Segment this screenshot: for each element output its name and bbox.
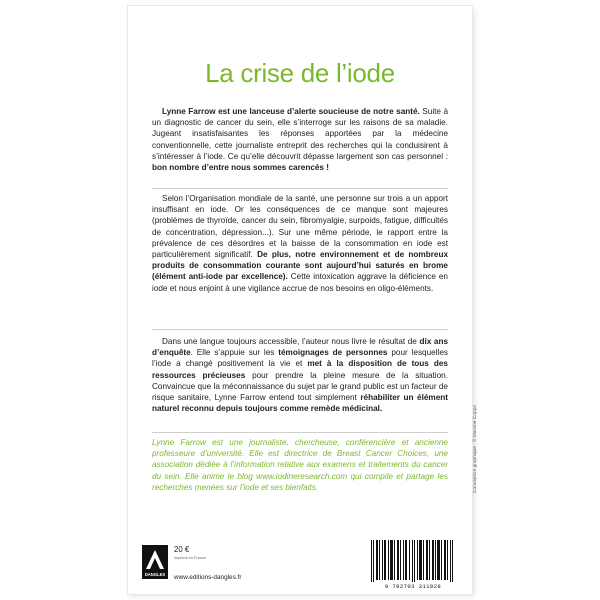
author-bio <box>152 437 448 493</box>
divider <box>152 329 448 330</box>
p2-text-a: Selon l’Organisation mondiale de la santé, une personne sur trois a un apport insuffisant en iode. Or les conséquences de ce manque sont majeures (problèmes de thyroïde, cancer du sein, fibromyalgie, surpoids, fatigue, difficultés de concentration, dépression...). Sur une même période, le rapport entre la prévalence de ces désordres et la baisse de la consommation en iode est particulièrement significatif. <box>152 194 448 260</box>
p3-bold-b: témoignages de personnes <box>278 348 388 358</box>
p3-bold-a: dix ans d’enquête <box>152 337 448 358</box>
paragraph-3 <box>152 336 448 414</box>
intro-bold-end: bon nombre d’entre nous sommes carencés ! <box>152 163 329 173</box>
publisher-website-link[interactable]: www.editions-dangles.fr <box>174 574 242 581</box>
p3-text-b: . Elle s’appuie sur les <box>190 348 279 358</box>
p3-text-c: pour lesquelles l’iode a changé positivement la vie et <box>152 348 448 369</box>
paragraph-2 <box>152 193 448 294</box>
design-credit: Conception graphique : © Maxime Coppo <box>473 404 478 493</box>
publisher-logo-text: DANGLES <box>144 572 166 577</box>
p2-bold: De plus, notre environnement et de nombreux produits de consommation courante sont aujourd’hui saturés en brome (élément anti-iode par excellence). <box>152 250 448 282</box>
printed-in: Imprimé en France <box>174 556 206 560</box>
p3-bold-c: met à la disposition de tous des ressources précieuses <box>152 359 448 380</box>
p3-text-d: pour prendre la pleine mesure de la situation. Convaincue que la méconnaissance du sujet par le grand public est un facteur de risque sanitaire, Lynne Farrow entend tout simplement <box>152 370 448 403</box>
book-back-cover <box>128 6 478 594</box>
price: 20 € <box>174 545 190 554</box>
intro-paragraph <box>152 106 448 173</box>
divider <box>152 432 448 433</box>
intro-bold-lead: Lynne Farrow est une lanceuse d’alerte soucieuse de notre santé. <box>162 107 420 116</box>
author-name: Lynne Farrow <box>152 438 206 447</box>
p2-text-b: Cette intoxication aggrave la déficience en iode et nous enjoint à une vigilance accrue de nos besoins en oligo-éléments. <box>152 272 448 293</box>
divider <box>152 188 448 189</box>
barcode-number: 9 782703 311828 <box>384 583 442 590</box>
p3-text-a: Dans une langue toujours accessible, l’auteur nous livre le résultat de <box>162 337 420 346</box>
book-title: La crise de l’iode <box>205 58 395 88</box>
intro-text: Suite à un diagnostic de cancer du sein, elle s’interroge sur les raisons de sa maladie. Jugeant insatisfaisantes les réponses apportées par la médecine conventionnelle, cette journaliste entreprit des recherches qui la conduisirent à s’intéresser à l’iode. Ce qu’elle découvrit dépasse largement son cas personnel : <box>152 107 449 161</box>
barcode-icon <box>367 538 459 582</box>
publisher-logo-icon <box>142 545 168 579</box>
author-bio-text: est une journaliste, chercheuse, conférencière et ancienne professeure d’université. Elle est directrice de Breast Cancer Choices, une association dédiée à l’information relative aux examens et traitements du cancer du sein. Elle anime le blog www.iodineresearch.com qui compile et partage les recherches menées sur l’iode et ses bienfaits. <box>152 438 448 492</box>
p3-bold-d: réhabiliter un élément naturel reconnu depuis toujours comme remède médicinal. <box>152 393 448 414</box>
